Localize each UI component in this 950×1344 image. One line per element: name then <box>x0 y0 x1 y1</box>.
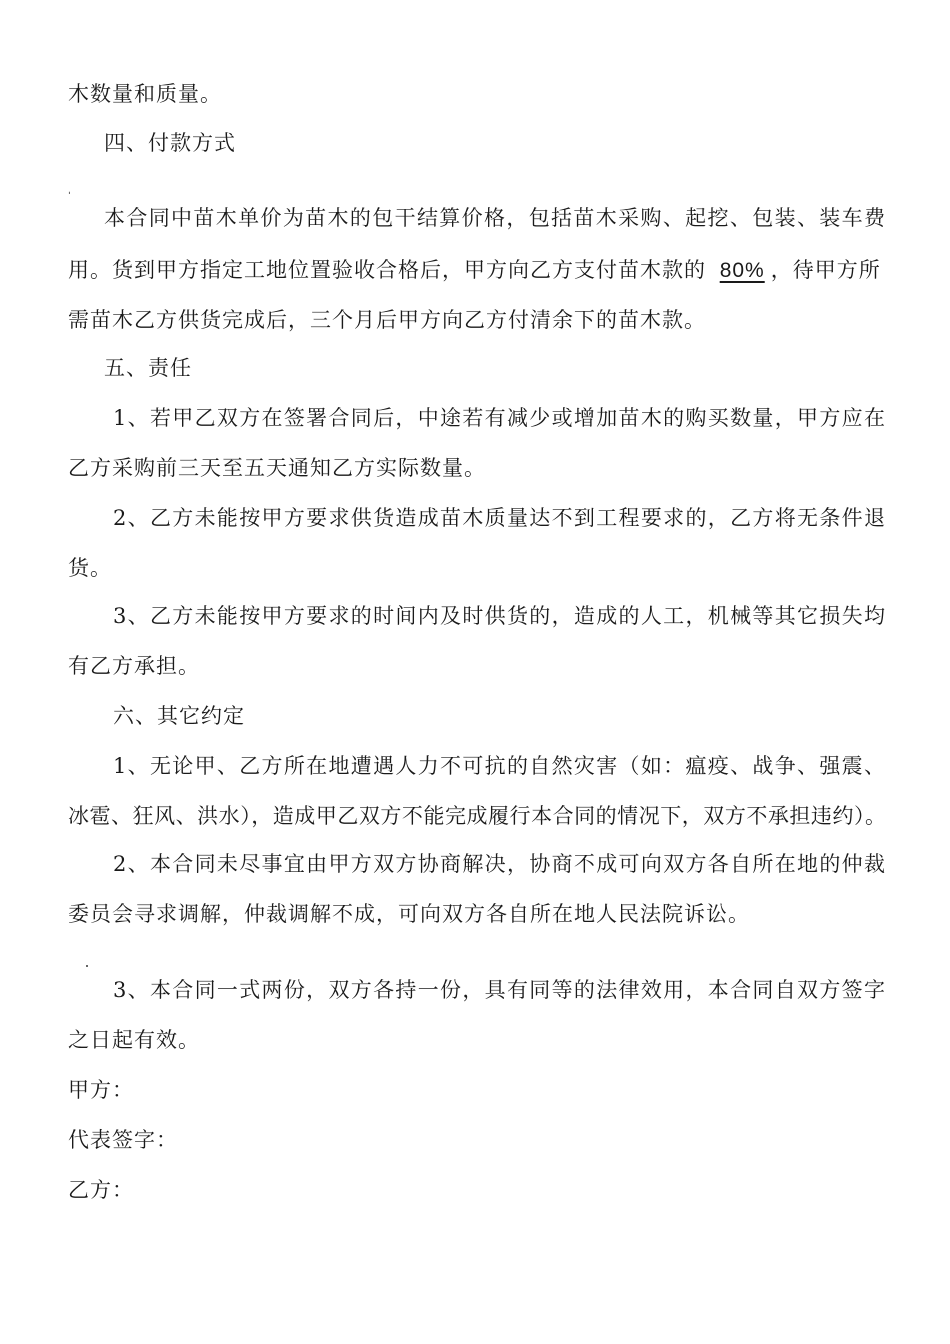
party-b-label: 乙方： <box>68 1178 134 1202</box>
liability-item-3-line-2: 有乙方承担。 <box>68 654 200 678</box>
other-item-3-line-2: 之日起有效。 <box>68 1028 200 1052</box>
liability-item-3-line-1: 3、乙方未能按甲方要求的时间内及时供货的，造成的人工，机械等其它损失均 <box>113 604 886 628</box>
other-item-1-line-1: 1、无论甲、乙方所在地遭遇人力不可抗的自然灾害（如：瘟疫、战争、强震、 <box>113 754 886 778</box>
other-item-2-line-2: 委员会寻求调解，仲裁调解不成，可向双方各自所在地人民法院诉讼。 <box>68 902 750 926</box>
payment-line-1: 本合同中苗木单价为苗木的包干结算价格，包括苗木采购、起挖、包装、装车费 <box>104 206 886 230</box>
section-heading-liability: 五、责任 <box>104 356 192 380</box>
liability-item-2-line-2: 货。 <box>68 556 112 580</box>
payment-line-2-end: ，待甲方所 <box>770 258 881 282</box>
other-item-1-line-2: 冰雹、狂风、洪水），造成甲乙双方不能完成履行本合同的情况下，双方不承担违约）。 <box>68 804 886 828</box>
liability-item-1-line-1: 1、若甲乙双方在签署合同后，中途若有减少或增加苗木的购买数量，甲方应在 <box>113 406 886 430</box>
other-item-3-line-1: 3、本合同一式两份，双方各持一份，具有同等的法律效用，本合同自双方签字 <box>113 978 886 1002</box>
section-heading-other: 六、其它约定 <box>113 704 245 728</box>
payment-percentage: 80% <box>719 259 765 282</box>
other-item-2-line-1: 2、本合同未尽事宜由甲方双方协商解决，协商不成可向双方各自所在地的仲裁 <box>113 852 886 876</box>
payment-line-2-start: 用。货到甲方指定工地位置验收合格后，甲方向乙方支付苗木款的 <box>68 258 706 282</box>
liability-item-2-line-1: 2、乙方未能按甲方要求供货造成苗木质量达不到工程要求的，乙方将无条件退 <box>113 506 886 530</box>
payment-line-2 <box>68 256 886 285</box>
stray-mark: ˌ <box>67 178 73 194</box>
liability-item-1-line-2: 乙方采购前三天至五天通知乙方实际数量。 <box>68 456 486 480</box>
payment-line-3: 需苗木乙方供货完成后，三个月后甲方向乙方付清余下的苗木款。 <box>68 308 706 332</box>
representative-signature-label: 代表签字： <box>68 1128 178 1152</box>
stray-dot <box>86 965 88 967</box>
section-heading-payment: 四、付款方式 <box>104 131 236 155</box>
party-a-label: 甲方： <box>68 1078 134 1102</box>
paragraph-continuation: 木数量和质量。 <box>68 82 222 106</box>
